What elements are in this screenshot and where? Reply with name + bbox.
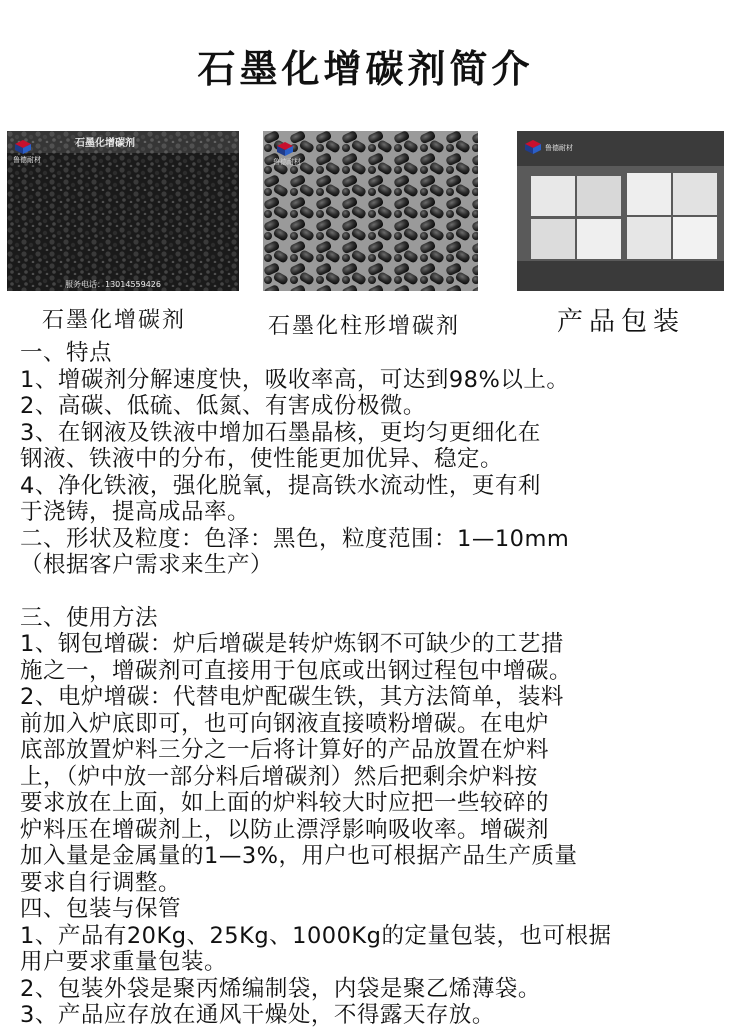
- body-line: 2、高碳、低硫、低氮、有害成份极微。: [20, 393, 426, 419]
- body-line: （根据客户需求来生产）: [20, 552, 274, 578]
- body-line: 2、包装外袋是聚丙烯编制袋，内袋是聚乙烯薄袋。: [20, 975, 541, 1002]
- body-line: 一、特点: [20, 340, 113, 366]
- body-line: 三、使用方法: [20, 604, 159, 631]
- body-line: 于浇铸，提高成品率。: [20, 499, 251, 525]
- body-line: 底部放置炉料三分之一后将计算好的产品放置在炉料: [20, 737, 550, 763]
- brand-name: 鲁德耐材: [545, 144, 573, 152]
- body-line: 1、钢包增碳：炉后增碳是转炉炼钢不可缺少的工艺措: [20, 631, 564, 657]
- body-line: 加入量是金属量的1—3%，用户也可根据产品生产质量: [20, 843, 578, 869]
- body-line: 二、形状及粒度：色泽：黑色，粒度范围：1—10mm: [20, 525, 570, 552]
- brand-name: 鲁德耐材: [13, 156, 41, 164]
- cylindrical-pellets-image: [263, 131, 478, 291]
- body-line: 3、在钢液及铁液中增加石墨晶核，更均匀更细化在: [20, 419, 541, 446]
- body-line: 1、增碳剂分解速度快，吸收率高，可达到98%以上。: [20, 366, 570, 393]
- body-line: 施之一，增碳剂可直接用于包底或出钢过程包中增碳。: [20, 657, 573, 684]
- packaging-bags-image: [517, 131, 724, 291]
- body-line: 用户要求重量包装。: [20, 949, 228, 975]
- brand-logo-icon: [525, 139, 541, 153]
- granular-carbon-image: [7, 131, 239, 291]
- body-line: 钢液、铁液中的分布，使性能更加优异、稳定。: [20, 446, 504, 472]
- body-line: 1、产品有20Kg、25Kg、1000Kg的定量包装，也可根据: [20, 922, 612, 949]
- brand-logo-icon: [277, 141, 293, 155]
- photo-overlay-phone: 服务电话：13014559426: [65, 280, 161, 289]
- body-line: 2、电炉增碳：代替电炉配碳生铁，其方法简单，装料: [20, 684, 564, 710]
- body-line: 四、包装与保管: [20, 896, 182, 922]
- body-line: 3、产品应存放在通风干燥处，不得露天存放。: [20, 1002, 495, 1028]
- body-line: 4、净化铁液，强化脱氧，提高铁水流动性，更有利: [20, 472, 541, 499]
- caption-granular: 石墨化增碳剂: [42, 308, 187, 333]
- body-line: 上，（炉中放一部分料后增碳剂）然后把剩余炉料按: [20, 763, 538, 790]
- body-line: 炉料压在增碳剂上，以防止漂浮影响吸收率。增碳剂: [20, 816, 550, 843]
- caption-packaging: 产品包装: [557, 307, 686, 337]
- body-line: 要求自行调整。: [20, 869, 182, 896]
- product-description: [20, 340, 720, 1029]
- body-line: 要求放在上面，如上面的炉料较大时应把一些较碎的: [20, 790, 550, 816]
- spacer: [20, 579, 720, 605]
- brand-logo-icon: [15, 139, 31, 153]
- product-photo-granular: [7, 131, 239, 291]
- body-line: 前加入炉底即可，也可向钢液直接喷粉增碳。在电炉: [20, 710, 550, 737]
- photo-overlay-title: 石墨化增碳剂: [75, 138, 135, 149]
- brand-name: 鲁德耐材: [273, 158, 301, 166]
- page-title: 石墨化增碳剂简介: [197, 47, 534, 91]
- caption-cylindrical: 石墨化柱形增碳剂: [268, 314, 461, 339]
- product-photo-packaging: [517, 131, 724, 291]
- product-photo-cylindrical: [263, 131, 478, 291]
